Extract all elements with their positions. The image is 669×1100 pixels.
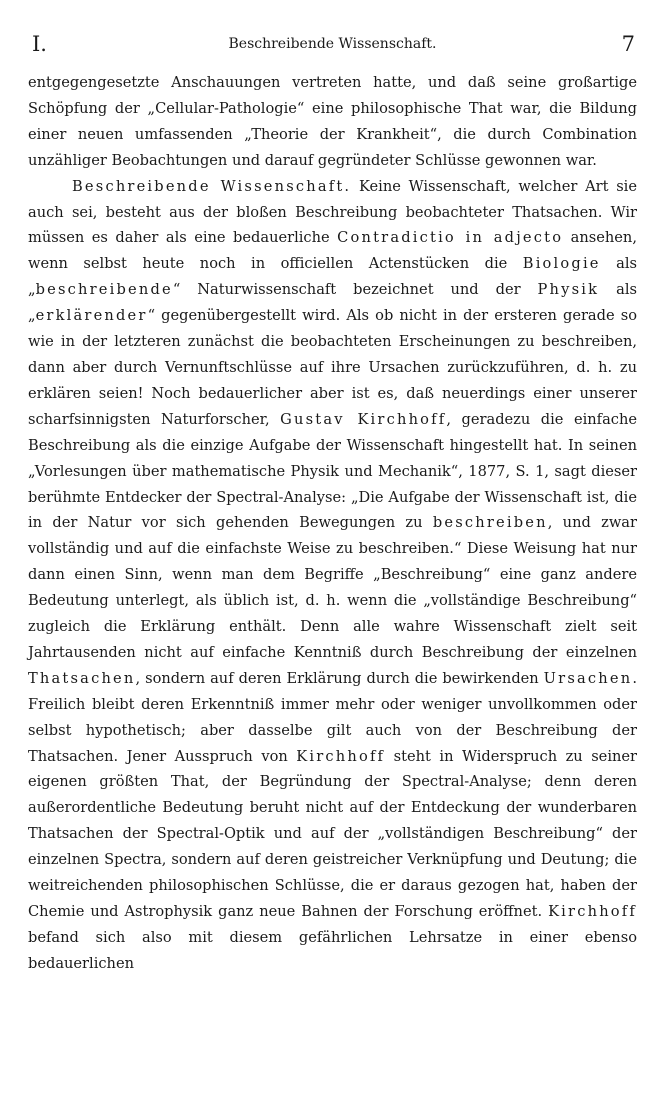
text-run: befand sich also mit diesem gefährlichen Lehrsatze in einer ebenso bedauerlichen	[28, 928, 637, 972]
section-numeral: I.	[32, 32, 47, 56]
text-run: als „	[28, 281, 637, 325]
text-run: . Freilich bleibt deren Erkenntniß immer mehr oder weniger unvollkommen oder selbst hypothetisch; aber dasselbe gilt auch von der Beschreibung der Thatsachen. Jener Ausspruch von	[28, 669, 637, 765]
text-run: , sondern auf deren Erklärung durch die bewirkenden	[135, 669, 544, 687]
spaced-heading: Beschreibende Wissenschaft.	[72, 177, 352, 195]
text-run: steht in Widerspruch zu seiner eigenen größten That, der Begründung der Spectral-Analyse; denn deren außerordentliche Bedeutung beruht nicht auf der Entdeckung der wunderbaren Thatsachen der Spectral-Optik und auf der „vollständigen Beschreibung“ der einzelnen Spectra, sondern auf deren geistreicher Verknüpfung und Deutung; die weitreichenden philosophischen Schlüsse, die er daraus gezogen hat, haben der Chemie und Astrophysik ganz neue Bahnen der Forschung eröffnet.	[28, 747, 637, 920]
spaced-term: Biologie	[522, 255, 601, 273]
spaced-term: Physik	[537, 281, 600, 299]
text-run: “ Naturwissenschaft bezeichnet und der	[172, 281, 538, 299]
paragraph-1: entgegengesetzte Anschauungen vertreten hatte, und daß seine großartige Schöpfung der „Cellular-Pathologie“ eine philosophische That war, die Bildung einer neuen umfassenden „Theorie der Krankheit“, die durch Combination unzähliger Beobachtungen und darauf gegründeter Schlüsse gewonnen war.	[28, 74, 637, 169]
paragraph-2	[28, 174, 637, 977]
spaced-term: Ursachen	[543, 669, 633, 687]
spaced-name: Kirchhoff	[296, 747, 386, 765]
text-run: ansehen, wenn selbst heute noch in officiellen Actenstücken die	[28, 229, 637, 273]
text-run: , geradezu die einfache Beschreibung als die einzige Aufgabe der Wissenschaft hingestellt hat. In seinen „Vorlesungen über mathematische Physik und Mechanik“, 1877, S. 1, sagt dieser berühmte Entdecker der Spectral-Analyse: „Die Aufgabe der Wissenschaft ist, die in der Natur vor sich gehenden Bewegungen zu	[28, 410, 637, 532]
spaced-term: Contradictio in adjecto	[337, 229, 564, 247]
page-number: 7	[621, 32, 635, 56]
body-text	[28, 70, 637, 977]
text-run: Keine Wissenschaft, welcher Art sie auch sei, besteht aus der bloßen Beschreibung beobachteter Thatsachen. Wir müssen es daher als eine bedauerliche	[28, 177, 637, 247]
spaced-term: beschreibende	[35, 281, 173, 299]
text-run: , und zwar vollständig und auf die einfachste Weise zu beschreiben.“ Diese Weisung hat nur dann einen Sinn, wenn man dem Begriffe „Beschreibung“ eine ganz andere Bedeutung unterlegt, als üblich ist, d. h. wenn die „vollständige Beschreibung“ zugleich die Erklärung enthält. Denn alle wahre Wissenschaft zielt seit Jahrtausenden nicht auf einfache Kenntniß durch Beschreibung der einzelnen	[28, 514, 637, 661]
spaced-term: Thatsachen	[28, 669, 136, 687]
text-run: “ gegenübergestellt wird. Als ob nicht in der ersteren gerade so wie in der letzteren zunächst die beobachteten Erscheinungen zu beschreiben, dann aber durch Vernunftschlüsse auf ihre Ursachen zurückzuführen, d. h. zu erklären seien! Noch bedauerlicher aber ist es, daß neuerdings einer unserer scharfsinnigsten Naturforscher,	[28, 307, 637, 428]
running-header	[28, 30, 637, 70]
spaced-name: Kirchhoff	[548, 903, 637, 920]
spaced-term: beschreiben	[432, 514, 548, 532]
spaced-name: Gustav Kirchhoff	[280, 410, 447, 428]
running-title: Beschreibende Wissenschaft.	[228, 36, 437, 52]
spaced-term: erklärender	[35, 307, 148, 325]
text-run: als „	[28, 255, 637, 299]
